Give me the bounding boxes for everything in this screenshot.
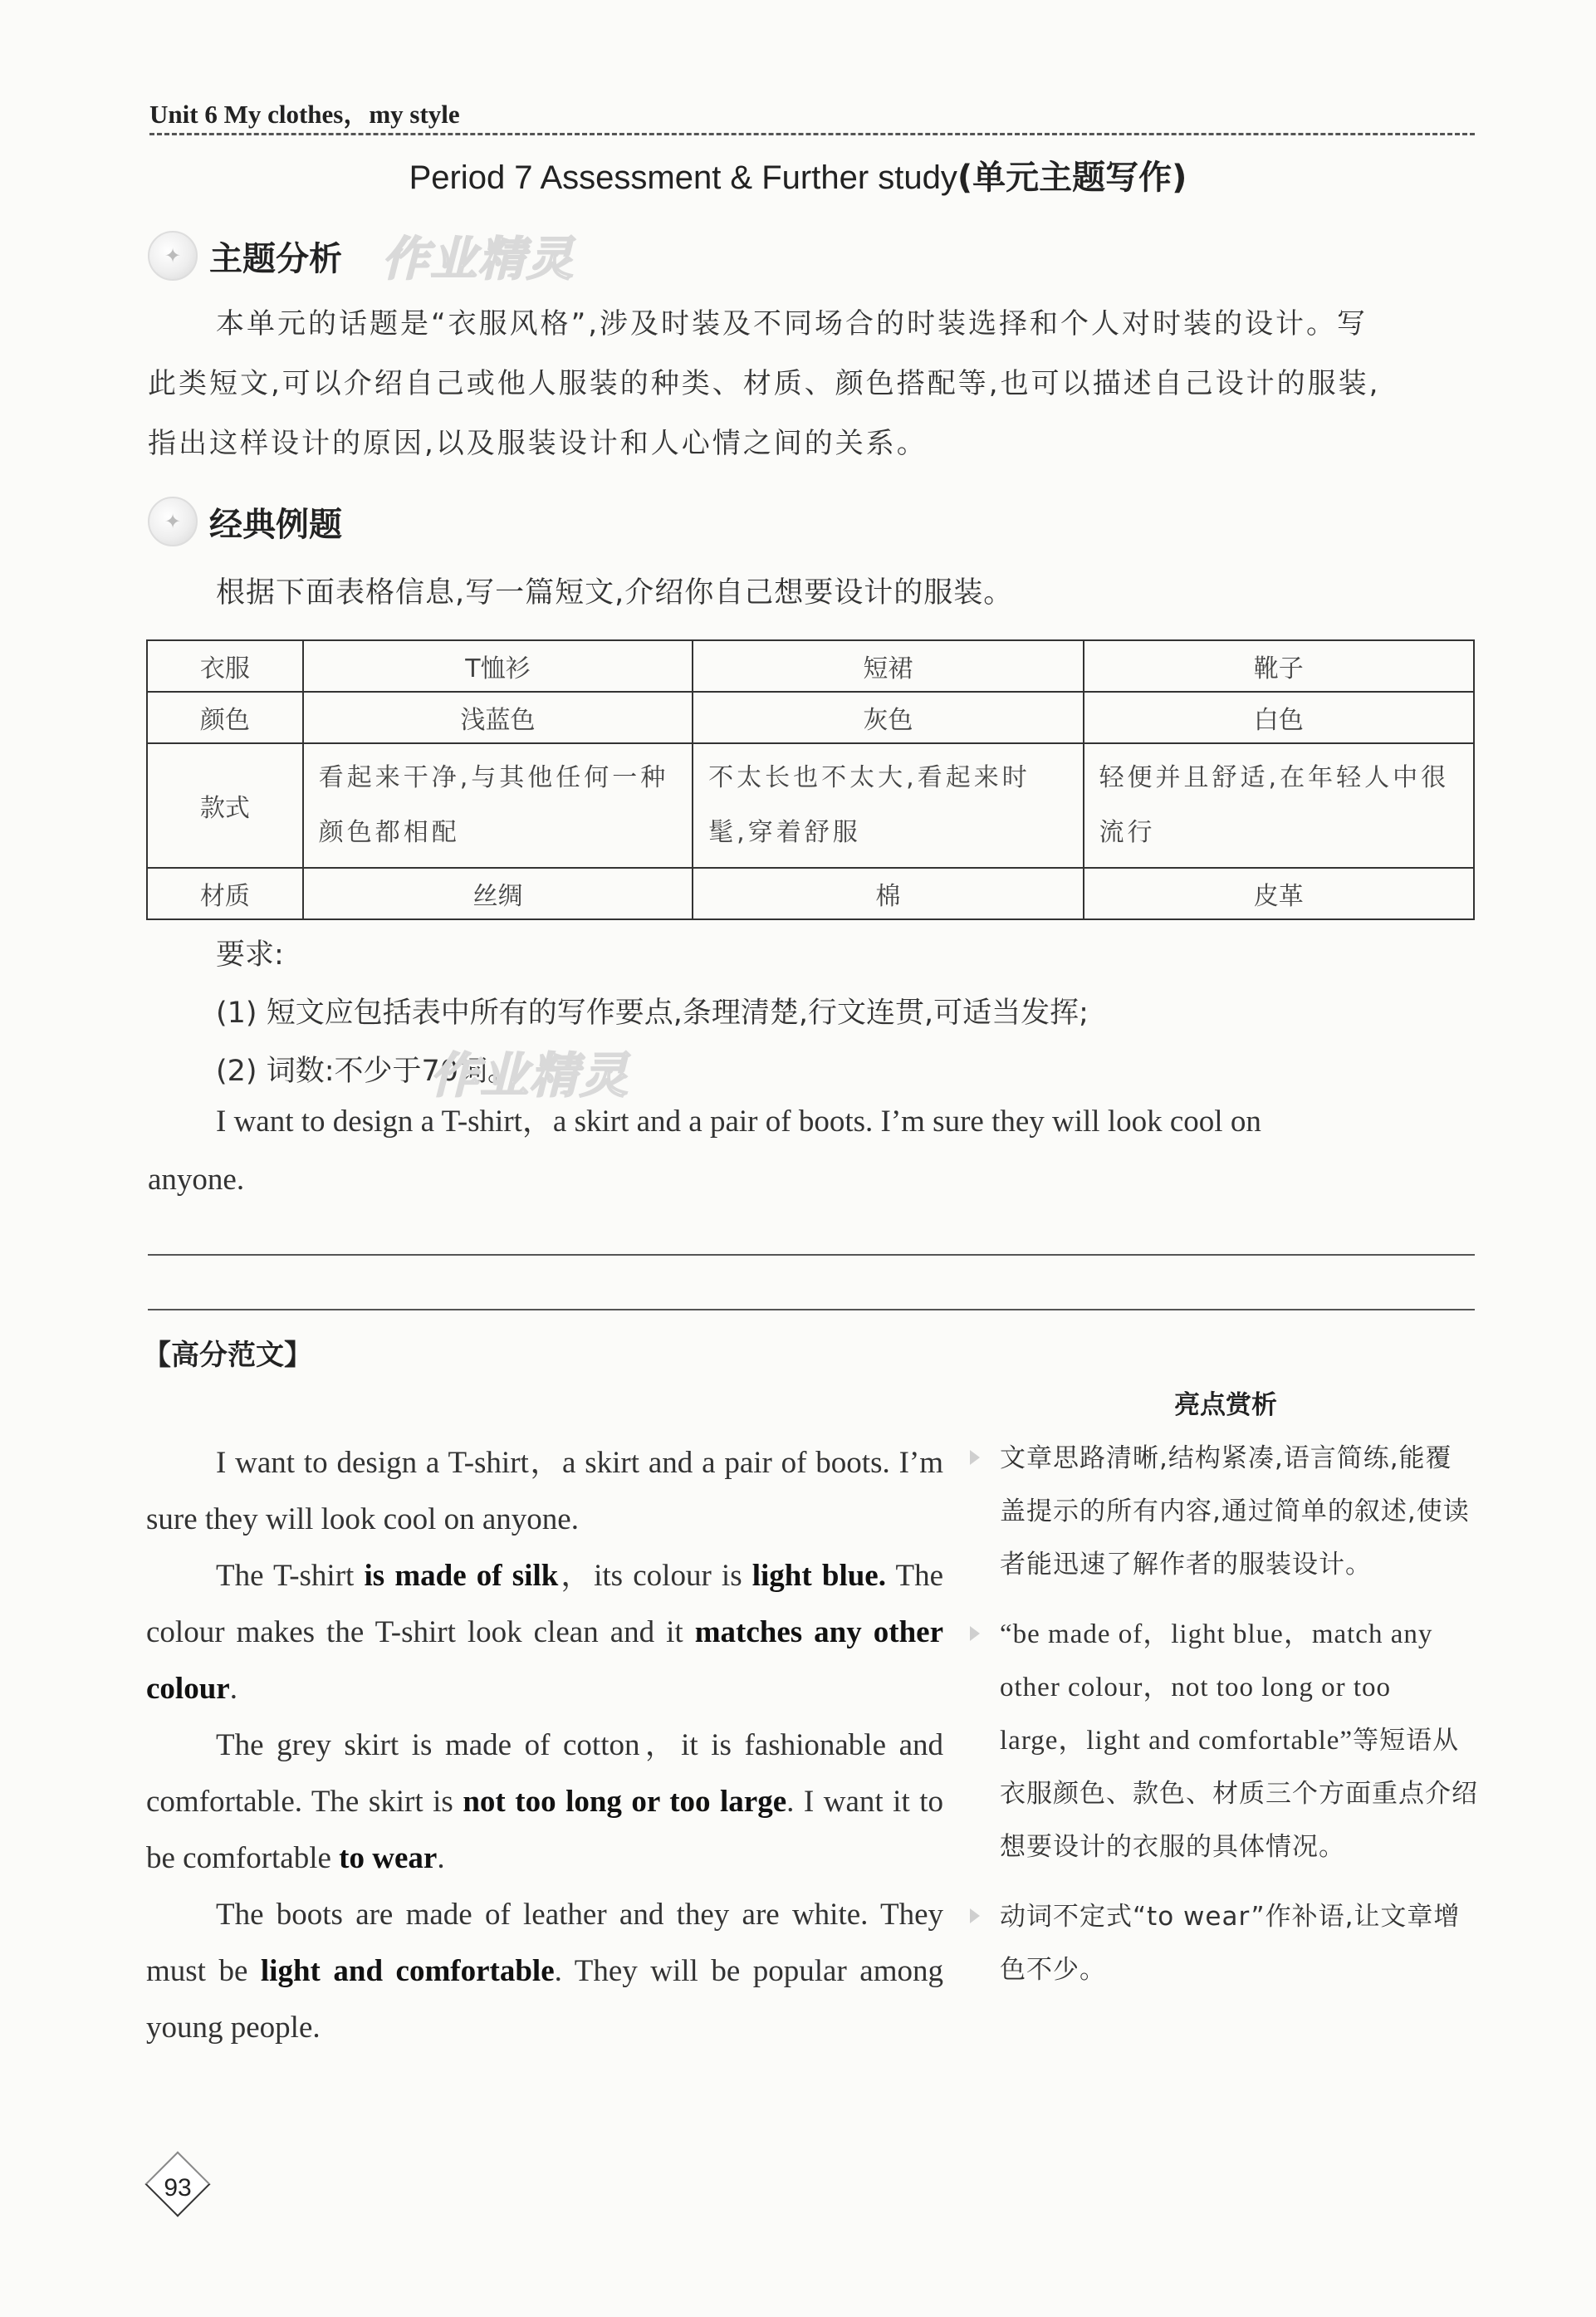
requirement-1: (1) 短文应包括表中所有的写作要点,条理清楚,行文连贯,可适当发挥; <box>216 997 1089 1030</box>
period-title <box>0 151 1596 198</box>
highlight-phrase: is made of silk <box>364 1559 559 1593</box>
section-heading-example: 经典例题 <box>209 505 342 544</box>
theme-line-2: 此类短文,可以介绍自己或他人服装的种类、材质、颜色搭配等,也可以描述自己设计的服装, <box>148 367 1381 400</box>
table-cell: 轻便并且舒适,在年轻人中很流行 <box>1084 743 1474 868</box>
page-number-text: 93 <box>164 2174 192 2202</box>
model-paragraph-4 <box>146 1887 943 2056</box>
analysis-title: 亮点赏析 <box>1174 1390 1277 1420</box>
section-heading-theme: 主题分析 <box>209 239 342 278</box>
highlight-phrase: not too long or too large <box>463 1785 787 1819</box>
text-run: . They will be popular among young people. <box>146 1954 944 2045</box>
table-row <box>147 692 1474 743</box>
analysis-text: 动词不定式“to wear”作补语,让文章增色不少。 <box>1000 1902 1461 1985</box>
model-paragraph-1: I want to design a T-shirt，a skirt and a pair of boots. I’m sure they will look cool on anyone. <box>146 1446 943 1536</box>
table-cell-label: 衣服 <box>147 640 303 692</box>
table-cell-label: 颜色 <box>147 692 303 743</box>
model-essay <box>146 1435 943 2056</box>
table-cell: 丝绸 <box>303 868 693 919</box>
theme-line-1: 本单元的话题是“衣服风格”,涉及时装及不同场合的时装选择和个人对时装的设计。写 <box>216 307 1368 340</box>
analysis-panel <box>970 1432 1478 1996</box>
table-cell: 看起来干净,与其他任何一种颜色都相配 <box>303 743 693 868</box>
table-cell: 不太长也不太大,看起来时髦,穿着舒服 <box>693 743 1083 868</box>
text-run: The grey skirt is made of cotton，it is fashionable and comfortable. The skirt is <box>146 1728 943 1819</box>
text-run: ，its colour is <box>558 1559 752 1593</box>
bulb-icon: ✦ <box>148 231 198 281</box>
theme-line-3: 指出这样设计的原因,以及服装设计和人心情之间的关系。 <box>148 427 928 460</box>
analysis-text-cn: 等短语从衣服颜色、款色、材质三个方面重点介绍想要设计的衣服的具体情况。 <box>1000 1726 1478 1862</box>
section-theme-analysis <box>148 223 575 289</box>
table-row <box>147 640 1474 692</box>
analysis-item-1 <box>970 1432 1478 1591</box>
model-paragraph-3 <box>146 1717 943 1887</box>
analysis-text <box>1000 1608 1478 1874</box>
table-cell-label: 材质 <box>147 868 303 919</box>
table-cell: 灰色 <box>693 692 1083 743</box>
bullet-triangle-icon <box>970 1908 980 1923</box>
table-cell: 白色 <box>1084 692 1474 743</box>
header-divider <box>149 133 1475 135</box>
bullet-triangle-icon <box>970 1626 980 1641</box>
answer-line <box>148 1254 1475 1256</box>
page-number <box>148 2166 208 2211</box>
answer-line <box>148 1309 1475 1310</box>
text-run: The boots are made of leather and they are white. They must be <box>146 1898 943 1988</box>
highlight-phrase: matches any other colour <box>146 1615 943 1706</box>
text-run: . <box>437 1841 445 1875</box>
period-title-text: Period 7 Assessment & Further study <box>409 159 957 196</box>
prompt-line-2: anyone. <box>148 1163 245 1197</box>
requirements-label: 要求: <box>216 938 284 972</box>
theme-paragraph <box>148 294 1476 473</box>
model-paragraph-2 <box>146 1548 943 1717</box>
table-cell: 靴子 <box>1084 640 1474 692</box>
table-cell: 棉 <box>693 868 1083 919</box>
unit-header: Unit 6 My clothes，my style <box>149 100 460 129</box>
table-cell: T恤衫 <box>303 640 693 692</box>
design-table <box>146 639 1475 920</box>
prompt-line-1: I want to design a T-shirt，a skirt and a pair of boots. I’m sure they will look cool on <box>216 1105 1261 1139</box>
requirement-2: (2) 词数:不少于70词。 <box>216 1055 517 1088</box>
example-instruction: 根据下面表格信息,写一篇短文,介绍你自己想要设计的服装。 <box>216 576 1014 610</box>
section-classic-example <box>148 497 342 546</box>
watermark-logo: 作业精灵 <box>382 233 575 287</box>
model-essay-label: 【高分范文】 <box>143 1339 312 1372</box>
table-cell: 皮革 <box>1084 868 1474 919</box>
highlight-phrase: light blue. <box>751 1559 886 1593</box>
watermark-logo: 作业精灵 <box>430 1047 630 1104</box>
table-row <box>147 743 1474 868</box>
text-run: The colour makes the T-shirt look clean and it <box>146 1559 943 1649</box>
bulb-icon: ✦ <box>148 497 198 546</box>
period-subtitle: (单元主题写作) <box>957 159 1187 197</box>
analysis-phrases: “be made of，light blue，match any other colour，not too long or too large，light and comfortable” <box>1000 1619 1433 1756</box>
table-row <box>147 868 1474 919</box>
highlight-phrase: light and comfortable <box>260 1954 555 1988</box>
analysis-item-3 <box>970 1890 1478 1996</box>
highlight-phrase: to wear <box>339 1841 438 1875</box>
analysis-text: 文章思路清晰,结构紧凑,语言简练,能覆盖提示的所有内容,通过简单的叙述,使读者能迅速了解作者的服装设计。 <box>1000 1443 1470 1580</box>
analysis-item-2 <box>970 1608 1478 1874</box>
text-run: . I want it to be comfortable <box>146 1785 944 1875</box>
text-run: . <box>229 1672 237 1706</box>
table-cell: 短裙 <box>693 640 1083 692</box>
table-cell-label: 款式 <box>147 743 303 868</box>
text-run: The T-shirt <box>216 1559 365 1593</box>
table-cell: 浅蓝色 <box>303 692 693 743</box>
bullet-triangle-icon <box>970 1450 980 1465</box>
english-prompt <box>148 1093 1476 1209</box>
